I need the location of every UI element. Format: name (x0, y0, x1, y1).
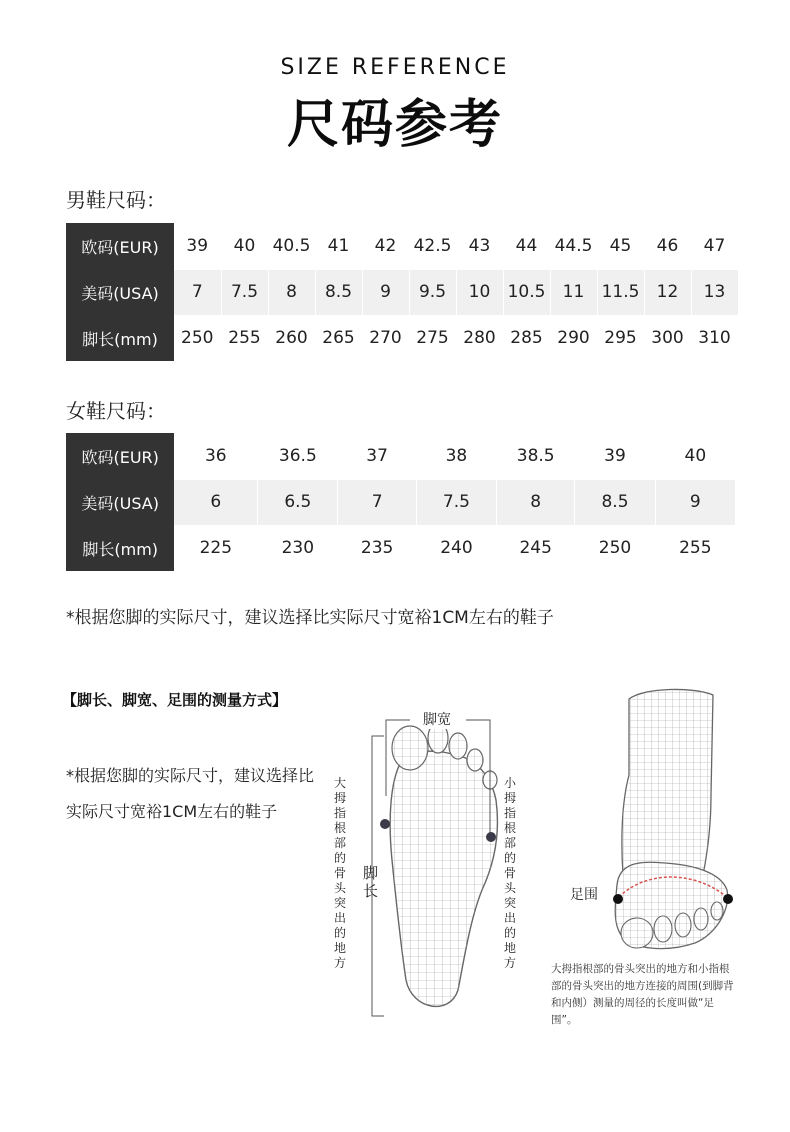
size-cell: 45 (597, 223, 644, 269)
size-row (66, 525, 736, 571)
size-cell: 295 (597, 315, 644, 361)
size-cell: 235 (338, 525, 416, 571)
size-cell: 38 (416, 433, 496, 479)
size-cell: 250 (174, 315, 221, 361)
title-english: SIZE REFERENCE (280, 55, 510, 80)
size-cell: 7.5 (416, 479, 496, 525)
women-size-table (66, 433, 736, 571)
girth-caption: 大拇指根部的骨头突出的地方和小指根部的骨头突出的地方连接的周围(到脚背和内侧）测量的周径的长度叫做“足围”。 (551, 963, 734, 1026)
size-cell: 41 (315, 223, 362, 269)
size-row (66, 269, 738, 315)
size-cell: 8.5 (315, 269, 362, 315)
size-cell: 310 (691, 315, 738, 361)
size-cell: 46 (644, 223, 691, 269)
size-cell: 250 (575, 525, 655, 571)
size-cell: 7.5 (221, 269, 268, 315)
men-size-title: 男鞋尺码： (66, 188, 166, 212)
size-cell: 7 (338, 479, 416, 525)
size-cell: 280 (456, 315, 503, 361)
size-cell: 42.5 (409, 223, 456, 269)
size-cell: 40 (655, 433, 735, 479)
big-toe-joint-dot (380, 819, 390, 829)
small-toe-label: 小拇指根部的骨头突出的地方 (503, 776, 516, 970)
big-toe-label: 大拇指根部的骨头突出的地方 (333, 776, 346, 970)
size-cell: 39 (174, 223, 221, 269)
size-row (66, 479, 736, 525)
measure-title: 【脚长、脚宽、足围的测量方式】 (62, 691, 288, 709)
size-cell: 43 (456, 223, 503, 269)
width-label: 脚宽 (420, 709, 454, 729)
size-cell: 44 (503, 223, 550, 269)
row-header: 脚长(mm) (66, 315, 174, 361)
size-cell: 260 (268, 315, 315, 361)
size-cell: 275 (409, 315, 456, 361)
girth-dot-left (613, 894, 623, 904)
size-row (66, 223, 738, 269)
men-size-table (66, 223, 739, 361)
size-cell: 36.5 (258, 433, 338, 479)
size-cell: 10.5 (503, 269, 550, 315)
size-cell: 300 (644, 315, 691, 361)
size-cell: 270 (362, 315, 409, 361)
row-header: 脚长(mm) (66, 525, 174, 571)
girth-label: 足围 (570, 887, 598, 903)
size-cell: 39 (575, 433, 655, 479)
size-row (66, 433, 736, 479)
size-advice: *根据您脚的实际尺寸，建议选择比实际尺寸宽裕1CM左右的鞋子 (66, 608, 554, 628)
size-cell: 40 (221, 223, 268, 269)
title-chinese: 尺码参考 (286, 95, 503, 155)
women-size-title: 女鞋尺码： (66, 399, 166, 423)
row-header: 欧码(EUR) (66, 433, 174, 479)
size-cell: 9 (655, 479, 735, 525)
size-cell: 6 (174, 479, 257, 525)
size-cell: 9.5 (409, 269, 456, 315)
size-cell: 6.5 (258, 479, 338, 525)
size-cell: 245 (497, 525, 575, 571)
ankle-shape (622, 689, 713, 875)
size-cell: 225 (174, 525, 257, 571)
row-header: 美码(USA) (66, 269, 174, 315)
size-cell: 255 (221, 315, 268, 361)
small-toe-joint-dot (486, 832, 496, 842)
size-cell: 11 (550, 269, 597, 315)
size-cell: 40.5 (268, 223, 315, 269)
size-cell: 255 (655, 525, 735, 571)
size-cell: 8 (268, 269, 315, 315)
row-header: 欧码(EUR) (66, 223, 174, 269)
length-label: 脚长 (363, 864, 379, 900)
size-cell: 11.5 (597, 269, 644, 315)
size-cell: 290 (550, 315, 597, 361)
size-cell: 285 (503, 315, 550, 361)
size-cell: 240 (416, 525, 496, 571)
size-cell: 37 (338, 433, 416, 479)
foot-girth-illustration (595, 685, 745, 955)
size-cell: 10 (456, 269, 503, 315)
size-cell: 42 (362, 223, 409, 269)
size-cell: 13 (691, 269, 738, 315)
size-cell: 7 (174, 269, 221, 315)
row-header: 美码(USA) (66, 479, 174, 525)
size-cell: 36 (174, 433, 257, 479)
size-cell: 44.5 (550, 223, 597, 269)
size-cell: 230 (258, 525, 338, 571)
size-row (66, 315, 738, 361)
size-cell: 265 (315, 315, 362, 361)
size-cell: 47 (691, 223, 738, 269)
size-cell: 8.5 (575, 479, 655, 525)
measure-note: *根据您脚的实际尺寸，建议选择比实际尺寸宽裕1CM左右的鞋子 (66, 766, 315, 821)
size-cell: 38.5 (497, 433, 575, 479)
size-cell: 9 (362, 269, 409, 315)
forefoot-shape (615, 862, 727, 948)
size-cell: 8 (497, 479, 575, 525)
girth-dot-right (723, 894, 733, 904)
size-cell: 12 (644, 269, 691, 315)
